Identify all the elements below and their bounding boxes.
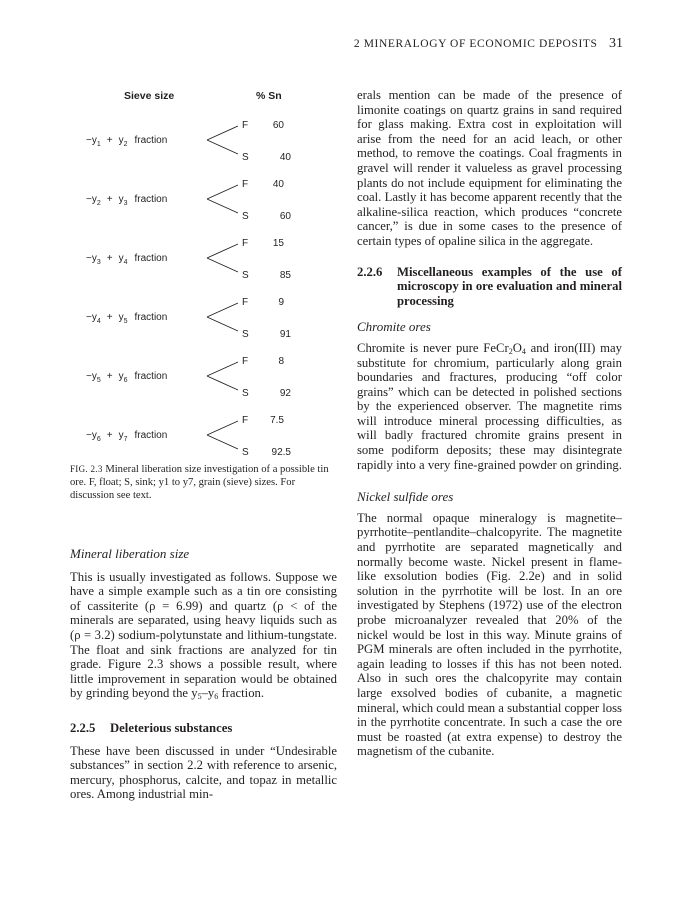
float-label: F xyxy=(242,356,249,367)
sink-branch-line xyxy=(207,317,238,331)
float-label: F xyxy=(242,179,249,190)
float-value: 9 xyxy=(278,297,284,308)
float-branch-line xyxy=(207,421,238,435)
sink-value: 85 xyxy=(279,270,291,281)
section-heading-2-2-6: 2.2.6 Miscellaneous examples of the use of microscopy in ore evaluation and mineral processing xyxy=(357,264,622,308)
page-number: 31 xyxy=(609,36,623,51)
fraction-row xyxy=(86,179,291,222)
liberation-diagram xyxy=(70,86,337,458)
heading-chromite-ores: Chromite ores xyxy=(357,319,431,335)
fraction-row xyxy=(86,297,291,340)
sink-value: 60 xyxy=(279,211,291,222)
fraction-row xyxy=(86,238,291,281)
section-heading-2-2-5: 2.2.5 Deleterious substances xyxy=(70,720,233,735)
figure-caption xyxy=(70,463,337,503)
caption-label: FIG. 2.3 xyxy=(70,464,103,474)
running-head xyxy=(354,36,623,52)
float-value: 60 xyxy=(272,120,284,131)
paragraph-deleterious: These have been discussed in under “Undesirable substances” in section 2.2 with reference to arsenic, mercury, phosphorus, calcite, and topaz in metallic ores. Among industrial min- xyxy=(70,743,337,802)
caption-text: Mineral liberation size investigation of a possible tin ore. F, float; S, sink; y1 to y7, grain (sieve) sizes. For discussion see text. xyxy=(70,464,329,502)
fraction-row xyxy=(86,120,291,163)
fraction-row xyxy=(86,415,291,458)
sink-branch-line xyxy=(207,376,238,390)
chapter-number: 2 xyxy=(353,38,361,50)
header-sieve-size: Sieve size xyxy=(124,90,175,102)
sink-label: S xyxy=(242,270,249,281)
sink-branch-line xyxy=(207,199,238,213)
sink-label: S xyxy=(242,152,249,163)
sink-label: S xyxy=(242,211,249,222)
sink-value: 92 xyxy=(279,388,291,399)
paragraph-industrial-minerals: erals mention can be made of the presence of limonite coatings on quartz grains in sand required for glass making. Extra cost in exploitation will arise from the need for an acid leach, or other method, to remove the coatings. Coal fragments in gravel will render it valueless as gravel processing plants do not include equipment for eliminating the coal. Lastly it has become apparent recently that the alkaline-silica reaction, which produces “concrete cancer,” is due in some cases to the presence of certain types of opaline silica in the aggregate. xyxy=(357,88,622,248)
left-column xyxy=(70,547,337,802)
float-label: F xyxy=(242,415,249,426)
chapter-title: MINERALOGY OF ECONOMIC DEPOSITS xyxy=(363,38,598,50)
float-value: 7.5 xyxy=(270,415,284,426)
paragraph-liberation: This is usually investigated as follows. Suppose we have a simple example such as a tin ore consisting of cassiterite (ρ = 6.99) and quartz (ρ < of the minerals are separated, using heavy liquids such as (ρ = 3.2) sodium-polytunstate and lithium-tungstate. The float and sink fractions are analyzed for tin grade. Figure 2.3 shows a possible result, where little improvement in separation would be obtained by grinding beyond the $y_5-y_6$ fraction. xyxy=(70,569,337,702)
sink-label: S xyxy=(242,447,249,458)
fraction-row xyxy=(86,356,291,399)
fraction-label: $-y_1 + y_2$ fraction xyxy=(86,135,168,148)
fraction-label: $-y_5 + y_6$ fraction xyxy=(86,371,168,384)
float-value: 15 xyxy=(272,238,284,249)
fraction-label: $-y_3 + y_4$ fraction xyxy=(86,253,168,266)
sink-value: 92.5 xyxy=(271,447,291,458)
float-branch-line xyxy=(207,126,238,140)
float-branch-line xyxy=(207,362,238,376)
float-branch-line xyxy=(207,244,238,258)
fraction-label: $-y_4 + y_5$ fraction xyxy=(86,312,168,325)
float-branch-line xyxy=(207,303,238,317)
sink-value: 91 xyxy=(279,329,291,340)
heading-mineral-liberation-size: Mineral liberation size xyxy=(70,546,190,561)
float-label: F xyxy=(242,238,249,249)
header-percent-sn: % Sn xyxy=(256,90,282,102)
float-label: F xyxy=(242,297,249,308)
sink-branch-line xyxy=(207,435,238,449)
paragraph-nickel: The normal opaque mineralogy is magnetite–pyrrhotite–pentlandite–chalcopyrite. The magnetite and pyrrhotite are separated magnetically and normally become waste. Nickel present in flame-like exsolution bodies (Fig. 2.2e) and in solid solution in the pyrrhotite will be lost. In an ore investigated by Stephens (1972) use of the electron probe microanalyzer revealed that 20% of the nickel would be lost in this way. Minute grains of PGM minerals are often included in the pyrrhotite, again leading to losses if this has not been noted. Also in such ores the chalcopyrite may contain large exsolved bodies of cubanite, a magnetic mineral, which could mean a substantial copper loss in the pyrrhotite concentrate. In such a case the ore must be roasted (at extra expense) to destroy the magnetism of the cubanite. xyxy=(357,510,622,759)
float-branch-line xyxy=(207,185,238,199)
sink-value: 40 xyxy=(279,152,291,163)
figure-2-3 xyxy=(70,86,337,458)
sink-branch-line xyxy=(207,258,238,272)
fraction-label: $-y_6 + y_7$ fraction xyxy=(86,430,168,443)
sink-label: S xyxy=(242,329,249,340)
fraction-label: $-y_2 + y_3$ fraction xyxy=(86,194,168,207)
heading-nickel-sulfide-ores: Nickel sulfide ores xyxy=(357,489,454,505)
sink-branch-line xyxy=(207,140,238,154)
float-label: F xyxy=(242,120,249,131)
sink-label: S xyxy=(242,388,249,399)
paragraph-chromite: Chromite is never pure $FeCr_2O_4$ and iron(III) may substitute for chromium, particularly along grain boundaries and fractures, producing “off color grains” which can be detected in polished sections by the experienced observer. The magnetite rims will introduce mineral processing difficulties, as will badly fractured chromite grains present in some podiform deposits; these may disintegrate rapidly into a very fine-grained powder on grinding. xyxy=(357,340,622,472)
float-value: 8 xyxy=(278,356,284,367)
float-value: 40 xyxy=(272,179,284,190)
right-column xyxy=(357,88,622,759)
